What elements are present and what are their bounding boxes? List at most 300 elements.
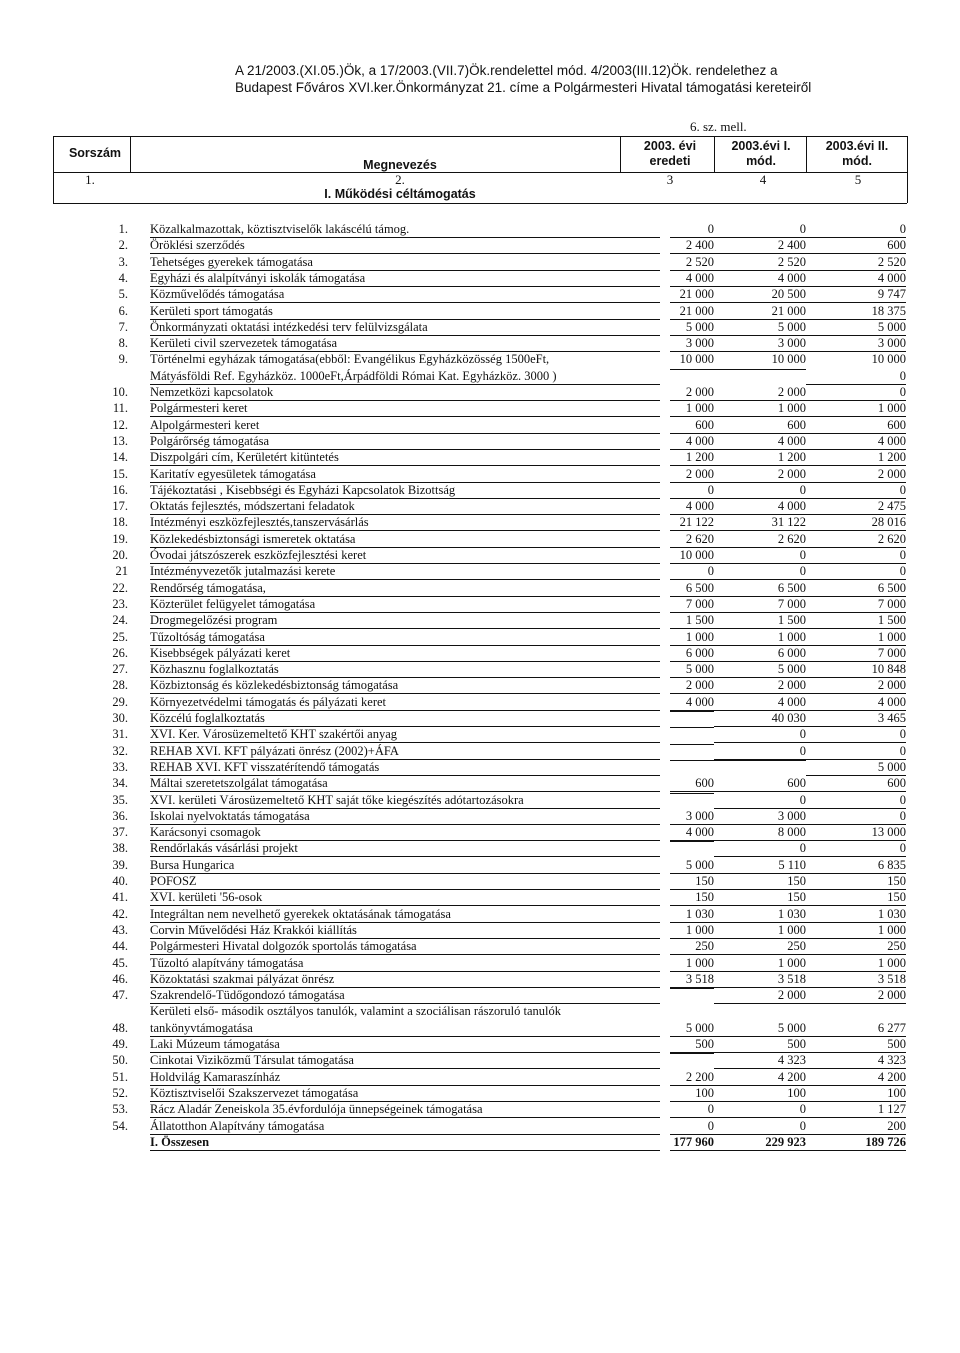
table-row bbox=[0, 907, 960, 923]
row-name: Oktatás fejlesztés, módszertani feladatok bbox=[150, 499, 660, 515]
value-mod2: 4 000 bbox=[806, 271, 906, 287]
value-mod2: 7 000 bbox=[806, 597, 906, 613]
row-number: 15. bbox=[112, 466, 128, 481]
value-eredeti: 1 000 bbox=[670, 923, 714, 939]
value-eredeti: 1 030 bbox=[670, 907, 714, 923]
value-mod2: 0 bbox=[806, 385, 906, 401]
eredeti-line-2: eredeti bbox=[649, 154, 691, 168]
value-mod1: 20 500 bbox=[714, 287, 806, 303]
value-mod1: 1 000 bbox=[714, 630, 806, 646]
row-number: 53. bbox=[112, 1102, 128, 1117]
value-mod2: 13 000 bbox=[806, 825, 906, 841]
value-eredeti: 4 000 bbox=[670, 695, 714, 711]
row-number: 32. bbox=[112, 743, 128, 758]
value-mod1 bbox=[714, 369, 806, 370]
row-number: 14. bbox=[112, 450, 128, 465]
row-name: Közművelődés támogatása bbox=[150, 287, 660, 303]
column-header-sorszam: Sorszám bbox=[68, 146, 122, 160]
value-mod1: 0 bbox=[714, 841, 806, 857]
value-eredeti bbox=[670, 793, 714, 794]
row-name: Önkormányzati oktatási intézkedési terv felülvizsgálata bbox=[150, 320, 660, 336]
row-number: 36. bbox=[112, 808, 128, 823]
value-mod1: 4 000 bbox=[714, 271, 806, 287]
value-mod1: 150 bbox=[714, 890, 806, 906]
table-row bbox=[0, 662, 960, 678]
table-row bbox=[0, 630, 960, 646]
value-eredeti: 0 bbox=[670, 1119, 714, 1135]
row-number: 18. bbox=[112, 515, 128, 530]
value-eredeti: 600 bbox=[670, 418, 714, 434]
value-mod2: 500 bbox=[806, 1037, 906, 1053]
value-mod1: 2 000 bbox=[714, 678, 806, 694]
value-eredeti: 5 000 bbox=[670, 858, 714, 874]
value-eredeti: 21 122 bbox=[670, 515, 714, 531]
table-row bbox=[0, 271, 960, 287]
value-mod1: 250 bbox=[714, 939, 806, 955]
value-mod1 bbox=[714, 760, 806, 761]
row-name: Közhasznu foglalkoztatás bbox=[150, 662, 660, 678]
value-mod2: 1 000 bbox=[806, 923, 906, 939]
value-eredeti: 6 500 bbox=[670, 581, 714, 597]
table-row bbox=[0, 678, 960, 694]
value-mod1: 4 323 bbox=[714, 1053, 806, 1069]
column-header-mod2 bbox=[808, 139, 906, 169]
value-mod1: 0 bbox=[714, 548, 806, 564]
row-name: Nemzetközi kapcsolatok bbox=[150, 385, 660, 401]
value-mod2: 2 000 bbox=[806, 988, 906, 1004]
value-mod1: 500 bbox=[714, 1037, 806, 1053]
value-eredeti: 3 000 bbox=[670, 809, 714, 825]
value-mod1: 8 000 bbox=[714, 825, 806, 841]
value-mod1: 0 bbox=[714, 564, 806, 580]
row-number: 19. bbox=[112, 531, 128, 546]
row-name: tankönyvtámogatása bbox=[150, 1021, 660, 1037]
table-row bbox=[0, 890, 960, 906]
mod2-line-2: mód. bbox=[842, 154, 872, 168]
column-number-2: 2. bbox=[395, 172, 405, 187]
value-mod2: 2 475 bbox=[806, 499, 906, 515]
row-name: Közbiztonság és közlekedésbiztonság támogatása bbox=[150, 678, 660, 694]
value-mod1: 150 bbox=[714, 874, 806, 890]
value-eredeti: 2 000 bbox=[670, 678, 714, 694]
value-mod1: 31 122 bbox=[714, 515, 806, 531]
row-name: Integráltan nem nevelhető gyerekek oktatásának támogatása bbox=[150, 907, 660, 923]
value-mod2: 4 000 bbox=[806, 434, 906, 450]
value-mod1: 600 bbox=[714, 418, 806, 434]
value-mod2: 3 465 bbox=[806, 711, 906, 727]
row-name: Kerületi első- második osztályos tanulók, valamint a szociálisan rászoruló tanulók bbox=[150, 1004, 562, 1019]
value-eredeti: 150 bbox=[670, 890, 714, 906]
row-number: 39. bbox=[112, 857, 128, 872]
value-mod1: 2 520 bbox=[714, 255, 806, 271]
row-name: Drogmegelőzési program bbox=[150, 613, 660, 629]
row-number: 23. bbox=[112, 596, 128, 611]
value-eredeti: 4 000 bbox=[670, 825, 714, 841]
value-mod1: 0 bbox=[714, 222, 806, 238]
value-mod1: 0 bbox=[714, 793, 806, 809]
value-eredeti: 0 bbox=[670, 483, 714, 499]
row-name: Kisebbségek pályázati keret bbox=[150, 646, 660, 662]
table-row bbox=[0, 1070, 960, 1086]
section-title: I. Működési céltámogatás bbox=[324, 187, 476, 201]
value-mod2: 0 bbox=[806, 744, 906, 760]
header-col-divider bbox=[130, 136, 131, 172]
value-mod1: 0 bbox=[714, 1102, 806, 1118]
title-line-1: A 21/2003.(XI.05.)Ök, a 17/2003.(VII.7)Ök.rendelettel mód. 4/2003(III.12)Ök. rendelethez a bbox=[235, 63, 778, 78]
total-row bbox=[0, 1135, 960, 1151]
value-mod1: 21 000 bbox=[714, 304, 806, 320]
table-row bbox=[0, 613, 960, 629]
value-mod1: 2 620 bbox=[714, 532, 806, 548]
mod1-line-2: mód. bbox=[746, 154, 776, 168]
table-row bbox=[0, 222, 960, 238]
value-mod2: 4 000 bbox=[806, 695, 906, 711]
value-eredeti bbox=[670, 988, 714, 989]
value-mod1: 0 bbox=[714, 1119, 806, 1135]
table-row bbox=[0, 597, 960, 613]
value-eredeti: 600 bbox=[670, 776, 714, 792]
value-eredeti: 5 000 bbox=[670, 1021, 714, 1037]
row-number: 24. bbox=[112, 613, 128, 628]
value-mod2: 0 bbox=[806, 841, 906, 857]
row-name: Tehetséges gyerekek támogatása bbox=[150, 255, 660, 271]
row-number: 34. bbox=[112, 776, 128, 791]
table-row bbox=[0, 923, 960, 939]
value-mod2: 1 200 bbox=[806, 450, 906, 466]
value-eredeti bbox=[670, 744, 714, 745]
value-mod2: 3 000 bbox=[806, 336, 906, 352]
row-name: Bursa Hungarica bbox=[150, 858, 660, 874]
value-mod1: 5 000 bbox=[714, 1021, 806, 1037]
row-name: Köztisztviselői Szakszervezet támogatása bbox=[150, 1086, 660, 1102]
table-row bbox=[0, 336, 960, 352]
value-eredeti: 1 200 bbox=[670, 450, 714, 466]
row-name: XVI. Ker. Városüzemeltető KHT szakértői anyag bbox=[150, 727, 660, 743]
value-eredeti bbox=[670, 369, 714, 370]
row-name: REHAB XVI. KFT visszatérítendő támogatás bbox=[150, 760, 660, 776]
row-name: Laki Múzeum támogatása bbox=[150, 1037, 660, 1053]
value-mod1: 6 000 bbox=[714, 646, 806, 662]
value-mod1: 2 000 bbox=[714, 988, 806, 1004]
value-eredeti bbox=[670, 841, 714, 842]
value-mod1: 0 bbox=[714, 744, 806, 760]
value-eredeti: 10 000 bbox=[670, 548, 714, 564]
row-name: Történelmi egyházak támogatása(ebből: Evangélikus Egyházközösség 1500eFt, bbox=[150, 352, 550, 367]
table-row bbox=[0, 727, 960, 743]
column-number-3: 3 bbox=[666, 172, 674, 187]
value-eredeti: 3 518 bbox=[670, 972, 714, 988]
table-row bbox=[0, 1004, 960, 1020]
row-number: 16. bbox=[112, 482, 128, 497]
row-number: 28. bbox=[112, 678, 128, 693]
row-number: 11. bbox=[112, 401, 128, 416]
row-name: Karitatív egyesületek támogatása bbox=[150, 467, 660, 483]
row-number: 52. bbox=[112, 1085, 128, 1100]
table-row bbox=[0, 1021, 960, 1037]
value-mod1: 229 923 bbox=[714, 1135, 806, 1151]
value-mod2: 250 bbox=[806, 939, 906, 955]
table-row bbox=[0, 711, 960, 727]
row-name: Alpolgármesteri keret bbox=[150, 418, 660, 434]
row-number: 20. bbox=[112, 548, 128, 562]
row-name: Környezetvédelmi támogatás és pályázati keret bbox=[150, 695, 660, 711]
value-mod2: 5 000 bbox=[806, 760, 906, 776]
row-name: Mátyásföldi Ref. Egyházköz. 1000eFt,Árpádföldi Római Kat. Egyházköz. 3000 ) bbox=[150, 369, 660, 385]
value-eredeti: 10 000 bbox=[679, 352, 714, 367]
table-row bbox=[0, 369, 960, 385]
mod2-line-1: 2003.évi II. bbox=[825, 139, 889, 153]
row-name: Szakrendelő-Tüdőgondozó támogatása bbox=[150, 988, 660, 1004]
value-mod2: 1 127 bbox=[806, 1102, 906, 1118]
row-number: 8. bbox=[118, 336, 128, 351]
table-row bbox=[0, 776, 960, 792]
value-mod1: 4 000 bbox=[714, 434, 806, 450]
row-name: Polgárőrség támogatása bbox=[150, 434, 660, 450]
row-name: Rácz Aladár Zeneiskola 35.évfordulója ünnepségeinek támogatása bbox=[150, 1102, 660, 1118]
row-number: 33. bbox=[112, 759, 128, 774]
value-mod1: 2 400 bbox=[714, 238, 806, 254]
header-col-divider bbox=[620, 136, 621, 172]
value-eredeti: 7 000 bbox=[670, 597, 714, 613]
row-number: 49. bbox=[112, 1037, 128, 1051]
row-number: 30. bbox=[112, 711, 128, 725]
value-mod1: 7 000 bbox=[714, 597, 806, 613]
value-mod1: 5 000 bbox=[714, 662, 806, 678]
value-eredeti: 2 620 bbox=[670, 532, 714, 548]
row-number: 50. bbox=[112, 1053, 128, 1068]
value-mod2: 100 bbox=[806, 1086, 906, 1102]
value-eredeti: 100 bbox=[670, 1086, 714, 1102]
value-mod2: 0 bbox=[806, 809, 906, 825]
table-row bbox=[0, 874, 960, 890]
row-number: 3. bbox=[118, 254, 128, 269]
value-mod2: 0 bbox=[806, 793, 906, 809]
row-name: XVI. kerületi '56-osok bbox=[150, 890, 660, 906]
value-eredeti: 4 000 bbox=[670, 271, 714, 287]
title-line-2: Budapest Főváros XVI.ker.Önkormányzat 21. címe a Polgármesteri Hivatal támogatási kereteiről bbox=[235, 80, 812, 95]
table-row bbox=[0, 434, 960, 450]
value-mod1: 0 bbox=[714, 483, 806, 499]
value-mod1: 2 000 bbox=[714, 385, 806, 401]
table-row bbox=[0, 809, 960, 825]
value-eredeti bbox=[670, 727, 714, 728]
row-number: 5. bbox=[118, 287, 128, 302]
value-eredeti: 2 000 bbox=[670, 467, 714, 483]
table-row bbox=[0, 238, 960, 254]
header-top-rule bbox=[53, 136, 907, 137]
table-row bbox=[0, 532, 960, 548]
value-mod1: 5 000 bbox=[714, 320, 806, 336]
value-mod2: 6 500 bbox=[806, 581, 906, 597]
table-row bbox=[0, 483, 960, 499]
value-eredeti: 21 000 bbox=[670, 287, 714, 303]
value-mod2: 0 bbox=[806, 369, 906, 385]
row-number: 2. bbox=[118, 238, 128, 253]
table-row bbox=[0, 972, 960, 988]
table-row bbox=[0, 825, 960, 841]
value-mod1: 2 000 bbox=[714, 467, 806, 483]
column-number-4: 4 bbox=[759, 172, 767, 187]
row-number: 6. bbox=[118, 303, 128, 318]
table-row bbox=[0, 760, 960, 776]
table-row bbox=[0, 1053, 960, 1069]
column-header-megnevezes: Megnevezés bbox=[363, 158, 437, 172]
table-row bbox=[0, 385, 960, 401]
value-mod2: 0 bbox=[806, 564, 906, 580]
table-row bbox=[0, 548, 960, 564]
table-row bbox=[0, 450, 960, 466]
header-bottom-rule bbox=[53, 203, 907, 204]
table-row bbox=[0, 515, 960, 531]
value-eredeti: 1 000 bbox=[670, 956, 714, 972]
value-eredeti: 0 bbox=[670, 564, 714, 580]
table-row bbox=[0, 564, 960, 580]
table-row bbox=[0, 304, 960, 320]
table-row bbox=[0, 320, 960, 336]
header-left-border bbox=[53, 136, 54, 203]
row-number: 41. bbox=[112, 890, 128, 905]
row-name: Kerületi sport támogatás bbox=[150, 304, 660, 320]
value-mod2: 600 bbox=[806, 238, 906, 254]
value-eredeti bbox=[670, 711, 714, 712]
table-row bbox=[0, 499, 960, 515]
row-number: 46. bbox=[112, 971, 128, 986]
table-row bbox=[0, 744, 960, 760]
row-name: Cinkotai Viziközmű Társulat támogatása bbox=[150, 1053, 660, 1069]
table-row bbox=[0, 1119, 960, 1135]
value-mod2: 9 747 bbox=[806, 287, 906, 303]
row-name: Egyházi és alalpítványi iskolák támogatása bbox=[150, 271, 660, 287]
row-number: 43. bbox=[112, 922, 128, 937]
value-mod1: 1 000 bbox=[714, 401, 806, 417]
row-number: 29. bbox=[112, 694, 128, 709]
table-row bbox=[0, 646, 960, 662]
table-row bbox=[0, 956, 960, 972]
value-eredeti: 4 000 bbox=[670, 499, 714, 515]
value-mod1: 3 000 bbox=[714, 336, 806, 352]
table-row bbox=[0, 695, 960, 711]
value-mod1: 1 000 bbox=[714, 956, 806, 972]
table-row bbox=[0, 352, 960, 368]
value-mod2: 200 bbox=[806, 1119, 906, 1135]
row-number: 17. bbox=[112, 499, 128, 514]
value-eredeti bbox=[670, 1053, 714, 1054]
value-mod2: 600 bbox=[806, 418, 906, 434]
row-name: POFOSZ bbox=[150, 874, 660, 890]
header-right-border bbox=[907, 136, 908, 203]
value-mod2: 4 200 bbox=[806, 1070, 906, 1086]
column-number-5: 5 bbox=[854, 172, 862, 187]
row-name: Máltai szeretetszolgálat támogatása bbox=[150, 776, 660, 792]
value-mod2: 1 500 bbox=[806, 613, 906, 629]
row-name: Polgármesteri Hivatal dolgozók sportolás támogatása bbox=[150, 939, 660, 955]
value-eredeti bbox=[670, 760, 714, 761]
row-name: Kerületi civil szervezetek támogatása bbox=[150, 336, 660, 352]
value-mod2: 7 000 bbox=[806, 646, 906, 662]
row-number: 47. bbox=[112, 988, 128, 1003]
row-name: Közlekedésbiztonsági ismeretek oktatása bbox=[150, 532, 660, 548]
row-name: Holdvilág Kamaraszínház bbox=[150, 1070, 660, 1086]
value-mod1: 6 500 bbox=[714, 581, 806, 597]
row-number: 44. bbox=[112, 939, 128, 954]
column-header-eredeti bbox=[625, 139, 715, 169]
table-row bbox=[0, 939, 960, 955]
row-name: Öröklési szerződés bbox=[150, 238, 660, 254]
row-number: 4. bbox=[118, 270, 128, 285]
row-number: 31. bbox=[112, 727, 128, 742]
row-name: Állatotthon Alapítvány támogatása bbox=[150, 1119, 660, 1135]
mod1-line-1: 2003.évi I. bbox=[731, 139, 791, 153]
row-name: I. Összesen bbox=[150, 1135, 660, 1151]
value-mod1: 40 030 bbox=[714, 711, 806, 727]
value-mod2: 10 000 bbox=[871, 352, 906, 367]
table-row bbox=[0, 988, 960, 1004]
value-mod2: 28 016 bbox=[806, 515, 906, 531]
value-mod2: 600 bbox=[806, 776, 906, 792]
table-row bbox=[0, 581, 960, 597]
value-mod2: 2 000 bbox=[806, 467, 906, 483]
value-eredeti: 500 bbox=[670, 1037, 714, 1053]
value-mod1: 1 200 bbox=[714, 450, 806, 466]
row-number: 9. bbox=[118, 352, 128, 367]
row-name: XVI. kerületi Városüzemeltető KHT saját tőke kiegészítés adótartozásokra bbox=[150, 793, 660, 809]
row-number: 51. bbox=[112, 1069, 128, 1084]
value-mod2: 189 726 bbox=[806, 1135, 906, 1151]
value-mod1: 4 000 bbox=[714, 695, 806, 711]
value-eredeti: 0 bbox=[670, 1102, 714, 1118]
row-number: 25. bbox=[112, 629, 128, 644]
value-mod2: 0 bbox=[806, 483, 906, 499]
value-eredeti: 6 000 bbox=[670, 646, 714, 662]
value-mod2: 10 848 bbox=[806, 662, 906, 678]
value-mod1: 4 200 bbox=[714, 1070, 806, 1086]
table-row bbox=[0, 418, 960, 434]
value-mod2: 5 000 bbox=[806, 320, 906, 336]
value-mod2: 6 277 bbox=[806, 1021, 906, 1037]
row-name: Intézményi eszközfejlesztés,tanszervásárlás bbox=[150, 515, 660, 531]
eredeti-line-1: 2003. évi bbox=[643, 139, 697, 153]
row-number: 48. bbox=[112, 1020, 128, 1035]
annex-label: 6. sz. mell. bbox=[690, 119, 747, 134]
row-number: 40. bbox=[112, 874, 128, 888]
row-name: Corvin Művelődési Ház Krakkói kiállítás bbox=[150, 923, 660, 939]
value-mod2: 2 000 bbox=[806, 678, 906, 694]
value-mod1: 1 500 bbox=[714, 613, 806, 629]
row-name: Közcélú foglalkoztatás bbox=[150, 711, 660, 727]
value-mod1: 3 518 bbox=[714, 972, 806, 988]
value-mod2: 0 bbox=[806, 222, 906, 238]
row-name: Közalkalmazottak, köztisztviselők lakáscélú támog. bbox=[150, 222, 660, 238]
value-mod1: 100 bbox=[714, 1086, 806, 1102]
value-mod2: 6 835 bbox=[806, 858, 906, 874]
value-mod1: 4 000 bbox=[714, 499, 806, 515]
value-mod1: 5 110 bbox=[714, 858, 806, 874]
value-eredeti: 150 bbox=[670, 874, 714, 890]
table-row bbox=[0, 793, 960, 809]
value-mod2: 1 000 bbox=[806, 630, 906, 646]
value-eredeti: 1 000 bbox=[670, 630, 714, 646]
table-row bbox=[0, 287, 960, 303]
value-mod1: 10 000 bbox=[771, 352, 806, 367]
value-eredeti: 2 200 bbox=[670, 1070, 714, 1086]
document-title bbox=[235, 62, 855, 96]
value-eredeti: 2 000 bbox=[670, 385, 714, 401]
value-mod2: 3 518 bbox=[806, 972, 906, 988]
value-mod1: 600 bbox=[714, 776, 806, 792]
row-number: 26. bbox=[112, 645, 128, 660]
value-mod2: 1 000 bbox=[806, 956, 906, 972]
value-mod2: 150 bbox=[806, 890, 906, 906]
